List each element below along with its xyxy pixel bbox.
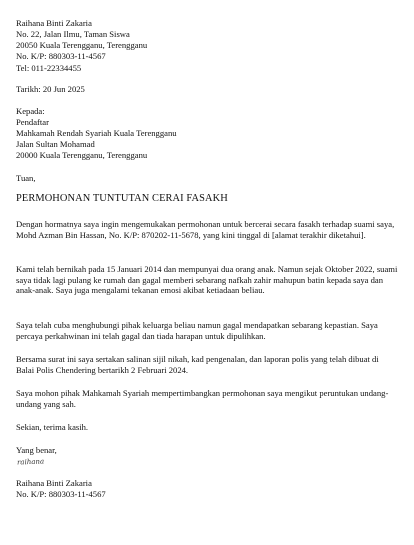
- sender-tel: Tel: 011-22334455: [16, 63, 82, 73]
- sender-address-line1: No. 22, Jalan Ilmu, Taman Siswa: [16, 29, 130, 39]
- footer-name: Raihana Binti Zakaria: [16, 478, 92, 488]
- letter-date: Tarikh: 20 Jun 2025: [16, 84, 85, 94]
- paragraph-2: Kami telah bernikah pada 15 Januari 2014 dan mempunyai dua orang anak. Namun sejak Oktober 2022, suami saya tidak lagi pulang ke rumah dan gagal memberi sebarang nafkah zahir mahupun batin kepada saya dan anak-anak. Saya juga mengalami tekanan emosi akibat ketiadaan beliau.: [16, 264, 398, 295]
- paragraph-3: Saya telah cuba menghubungi pihak keluarga beliau namun gagal mendapatkan sebarang kepastian. Saya percaya perkahwinan ini telah gagal dan tiada harapan untuk dipulihkan.: [16, 320, 378, 341]
- sender-name: Raihana Binti Zakaria: [16, 18, 92, 28]
- footer-ic: No. K/P: 880303-11-4567: [16, 489, 106, 499]
- recipient-line1: Pendaftar: [16, 117, 49, 127]
- paragraph-4: Bersama surat ini saya sertakan salinan sijil nikah, kad pengenalan, dan laporan polis yang telah dibuat di Balai Polis Chendering bertarikh 2 Februari 2024.: [16, 354, 379, 375]
- paragraph-1: Dengan hormatnya saya ingin mengemukakan permohonan untuk bercerai secara fasakh terhadap suami saya, Mohd Azman Bin Hassan, No. K/P: 870202-11-5678, yang kini tinggal di [alamat terakhir diketahui].: [16, 219, 395, 240]
- recipient-line2: Mahkamah Rendah Syariah Kuala Terengganu: [16, 128, 177, 138]
- paragraph-5: Saya mohon pihak Mahkamah Syariah mempertimbangkan permohonan saya mengikut peruntukan undang-undang yang sah.: [16, 388, 389, 409]
- recipient-kepada: Kepada:: [16, 106, 45, 116]
- recipient-line4: 20000 Kuala Terengganu, Terengganu: [16, 150, 148, 160]
- closing: Sekian, terima kasih.: [16, 422, 89, 432]
- signature: raihana: [16, 457, 45, 467]
- sender-ic: No. K/P: 880303-11-4567: [16, 51, 106, 61]
- salutation: Tuan,: [16, 173, 36, 183]
- recipient-line3: Jalan Sultan Mohamad: [16, 139, 95, 149]
- subject-title: PERMOHONAN TUNTUTAN CERAI FASAKH: [16, 193, 228, 204]
- sign-off: Yang benar,: [16, 445, 57, 455]
- sender-address-line2: 20050 Kuala Terengganu, Terengganu: [16, 40, 148, 50]
